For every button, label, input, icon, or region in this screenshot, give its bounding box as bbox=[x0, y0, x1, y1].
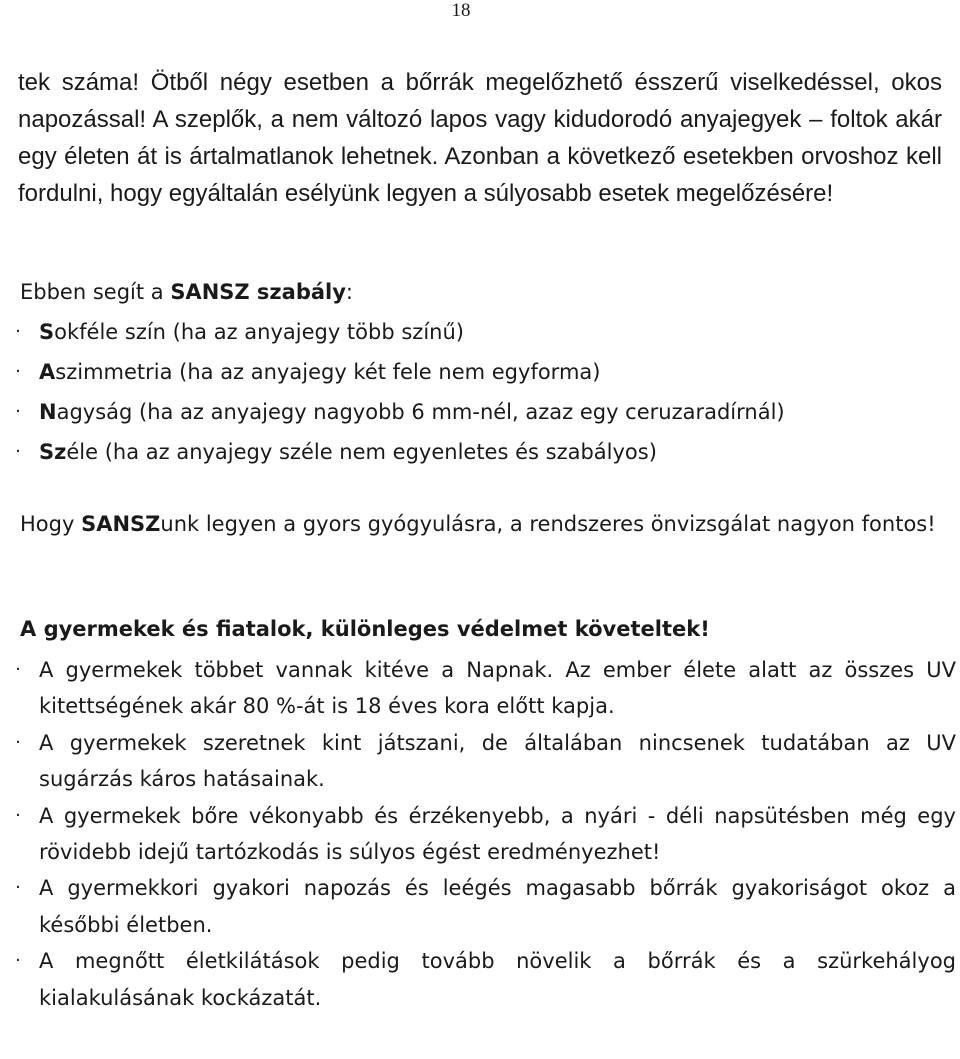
sansz-item-letter: S bbox=[39, 320, 55, 344]
bullet-dot-icon: · bbox=[15, 950, 21, 972]
sansz-item-nagysag bbox=[0, 397, 960, 437]
bullet-dot-icon: · bbox=[15, 321, 21, 342]
bullet-dot-icon: · bbox=[15, 731, 21, 753]
sansz-conclusion-prefix: Hogy bbox=[20, 512, 82, 536]
page-number: 18 bbox=[451, 0, 471, 21]
children-item bbox=[0, 725, 960, 798]
children-item bbox=[0, 798, 960, 871]
children-item bbox=[0, 652, 960, 725]
sansz-item-text: szimmetria (ha az anyajegy két fele nem egyforma) bbox=[55, 360, 601, 384]
sansz-item-letter: N bbox=[39, 400, 57, 424]
children-item-text: A gyermekek szeretnek kint játszani, de általában nincsenek tudatában az UV sugárzás káros hatásainak. bbox=[39, 730, 956, 792]
sansz-item-letter: Sz bbox=[39, 440, 67, 464]
children-item bbox=[0, 943, 960, 1016]
sansz-item-text: okféle szín (ha az anyajegy több színű) bbox=[54, 320, 464, 344]
children-item bbox=[0, 870, 960, 943]
children-item-text: A megnőtt életkilátások pedig tovább növelik a bőrrák és a szürkehályog kialakulásának kockázatát. bbox=[39, 949, 956, 1010]
bullet-dot-icon: · bbox=[15, 877, 21, 899]
bullet-dot-icon: · bbox=[15, 361, 21, 382]
bullet-dot-icon: · bbox=[15, 441, 21, 462]
bullet-dot-icon: · bbox=[15, 804, 21, 826]
children-heading: A gyermekek és fiatalok, különleges védelmet követeltek! bbox=[20, 617, 710, 641]
intro-paragraph: tek száma! Ötből négy esetben a bőrrák megelőzhető ésszerű viselkedéssel, okos napozással! A szeplők, a nem változó lapos vagy kidudorodó anyajegyek – foltok akár egy életen át is ártalmatlanok lehetnek. Azonban a következő esetekben orvoshoz kell fordulni, hogy egyáltalán esélyünk legyen a súlyosabb esetek megelőzésére! bbox=[18, 69, 942, 207]
sansz-item-szin bbox=[0, 317, 960, 357]
children-item-text: A gyermekek többet vannak kitéve a Napnak. Az ember élete alatt az összes UV kitettségének akár 80 %-át is 18 éves kora előtt kapja. bbox=[39, 658, 956, 719]
sansz-item-letter: A bbox=[39, 360, 56, 384]
bullet-dot-icon: · bbox=[15, 401, 21, 422]
sansz-item-szele bbox=[0, 437, 960, 477]
sansz-intro bbox=[20, 277, 353, 307]
sansz-conclusion bbox=[20, 509, 956, 540]
sansz-intro-prefix: Ebben segít a bbox=[20, 280, 171, 304]
sansz-item-text: éle (ha az anyajegy széle nem egyenletes és szabályos) bbox=[66, 440, 657, 464]
sansz-rule-name: SANSZ szabály bbox=[170, 280, 346, 304]
sansz-intro-suffix: : bbox=[345, 280, 353, 304]
children-item-text: A gyermekek bőre vékonyabb és érzékenyebb, a nyári - déli napsütésben még egy rövidebb idejű tartózkodás is súlyos égést eredményezhet! bbox=[39, 803, 956, 865]
sansz-item-text: agyság (ha az anyajegy nagyobb 6 mm-nél, azaz egy ceruzaradírnál) bbox=[56, 400, 785, 424]
children-item-text: A gyermekkori gyakori napozás és leégés magasabb bőrrák gyakoriságot okoz a későbbi életben. bbox=[39, 876, 956, 937]
bullet-dot-icon: · bbox=[15, 659, 21, 680]
sansz-conclusion-bold: SANSZ bbox=[81, 512, 161, 536]
sansz-item-aszimmetria bbox=[0, 357, 960, 397]
children-list bbox=[0, 652, 960, 1016]
sansz-conclusion-suffix: unk legyen a gyors gyógyulásra, a rendszeres önvizsgálat nagyon fontos! bbox=[160, 512, 936, 536]
sansz-list bbox=[0, 317, 960, 477]
